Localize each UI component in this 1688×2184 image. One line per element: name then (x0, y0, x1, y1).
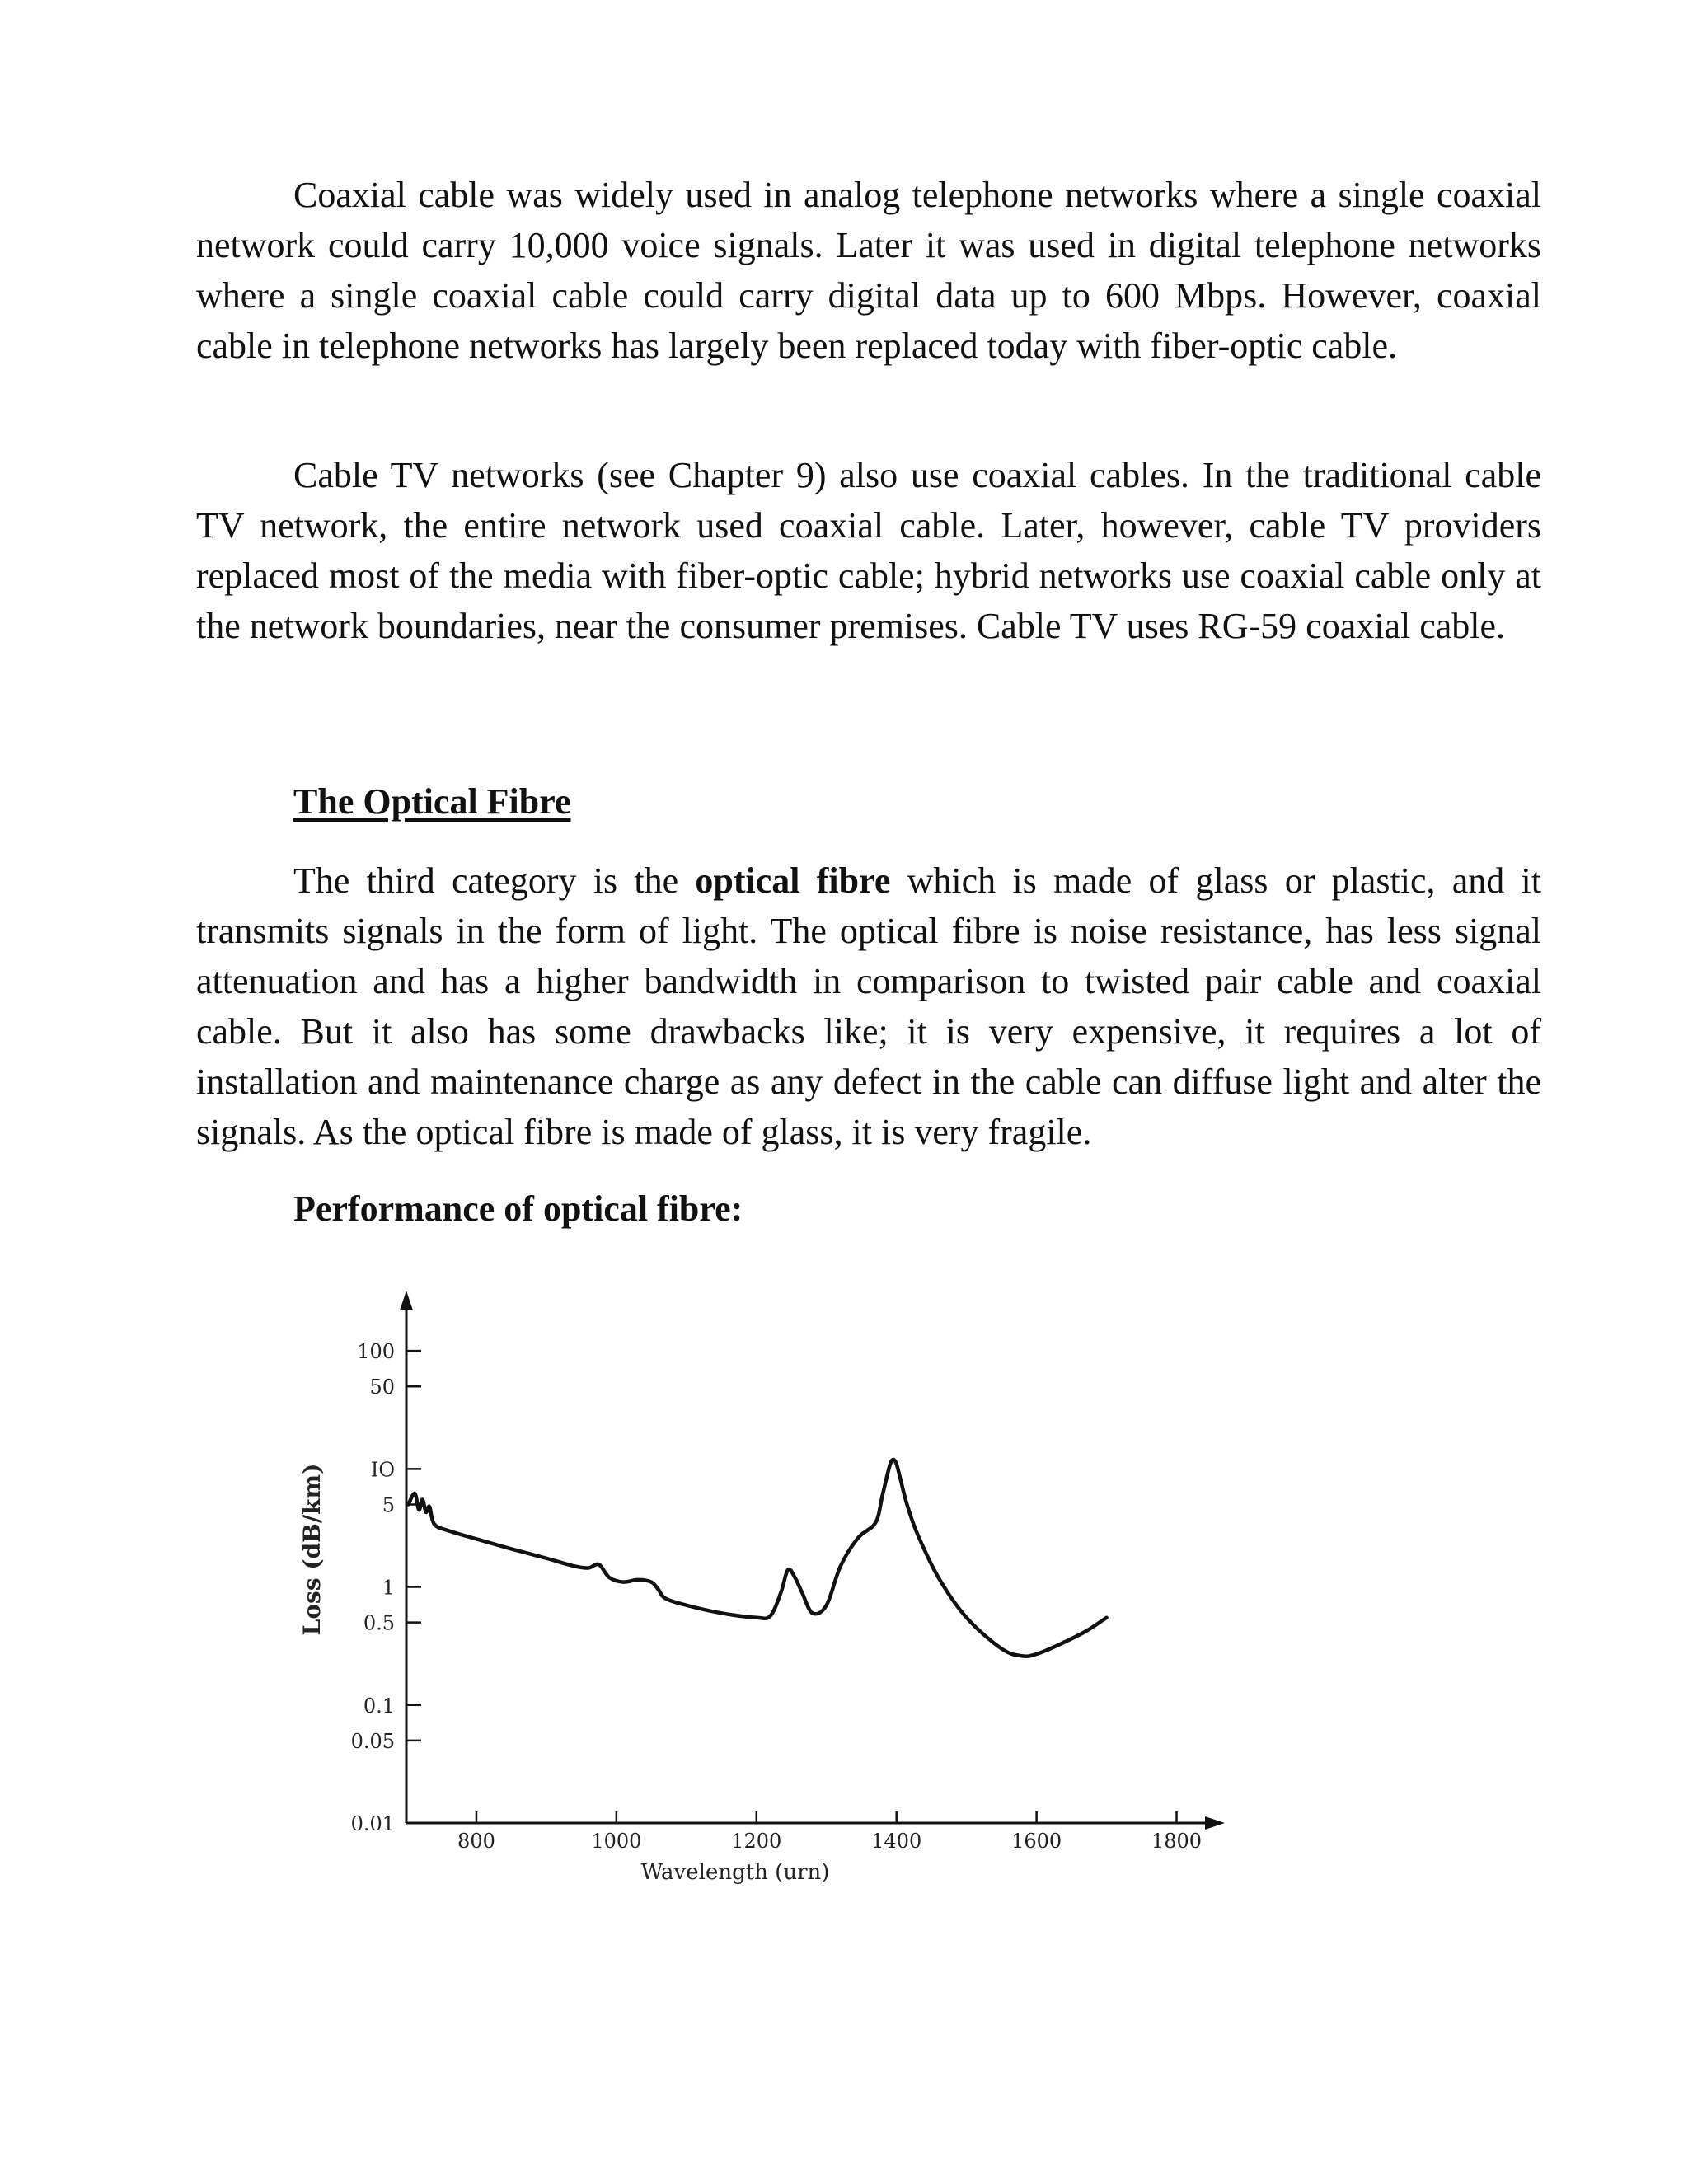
paragraph-optical-intro (196, 855, 1541, 1157)
x-axis-arrow (1205, 1816, 1225, 1830)
y-axis-label: Loss (dB/km) (298, 1463, 326, 1636)
x-tick-label: 1600 (1011, 1830, 1062, 1853)
x-axis-label: Wavelength (urn) (640, 1860, 830, 1885)
x-tick-label: 1200 (731, 1830, 782, 1853)
heading-optical-fibre: The Optical Fibre (293, 781, 571, 822)
chart-series (409, 1460, 1107, 1657)
y-tick-label: 50 (369, 1376, 395, 1399)
loss-vs-wavelength-chart (280, 1277, 1236, 1896)
optical-intro-text-before: The third category is the (293, 860, 696, 901)
heading-performance: Performance of optical fibre: (293, 1188, 743, 1229)
paragraph-coaxial-telephone: Coaxial cable was widely used in analog telephone networks where a single coaxial network could carry 10,000 voice signals. Later it was used in digital telephone networks where a single coaxial cable could carry digital data up to 600 Mbps. However, coaxial cable in telephone networks has largely been replaced today with fiber-optic cable. (196, 175, 1541, 366)
x-tick-label: 800 (457, 1830, 495, 1853)
y-axis-ticks (351, 1340, 421, 1835)
optical-intro-text-after: which is made of glass or plastic, and it transmits signals in the form of light. The optical fibre is noise resistance, has less signal attenuation and has a higher bandwidth in comparison to twisted pair cable and coaxial cable. But it also has some drawbacks like; it is very expensive, it requires a lot of installation and maintenance charge as any defect in the cable can diffuse light and alter the signals. As the optical fibre is made of glass, it is very fragile. (196, 860, 1541, 1152)
y-tick-label: 5 (382, 1493, 395, 1517)
y-axis-arrow (400, 1291, 413, 1310)
y-tick-label: 0.01 (350, 1812, 395, 1835)
x-tick-label: 1000 (591, 1830, 642, 1853)
chart-axes (400, 1291, 1225, 1830)
x-axis-ticks (457, 1811, 1202, 1853)
y-tick-label: 100 (357, 1340, 395, 1364)
x-tick-label: 1400 (871, 1830, 922, 1853)
x-tick-label: 1800 (1151, 1830, 1203, 1853)
y-tick-label: IO (370, 1458, 395, 1482)
loss-curve (409, 1460, 1107, 1657)
y-tick-label: 0.1 (363, 1694, 395, 1718)
optical-intro-bold-term: optical fibre (695, 860, 891, 901)
y-tick-label: 0.5 (363, 1611, 395, 1635)
y-tick-label: 0.05 (350, 1729, 395, 1753)
paragraph-cable-tv: Cable TV networks (see Chapter 9) also use coaxial cables. In the traditional cable TV network, the entire network used coaxial cable. Later, however, cable TV providers replaced most of the media with fiber-optic cable; hybrid networks use coaxial cable only at the network boundaries, near the consumer premises. Cable TV uses RG-59 coaxial cable. (196, 455, 1541, 646)
y-tick-label: 1 (382, 1576, 395, 1600)
